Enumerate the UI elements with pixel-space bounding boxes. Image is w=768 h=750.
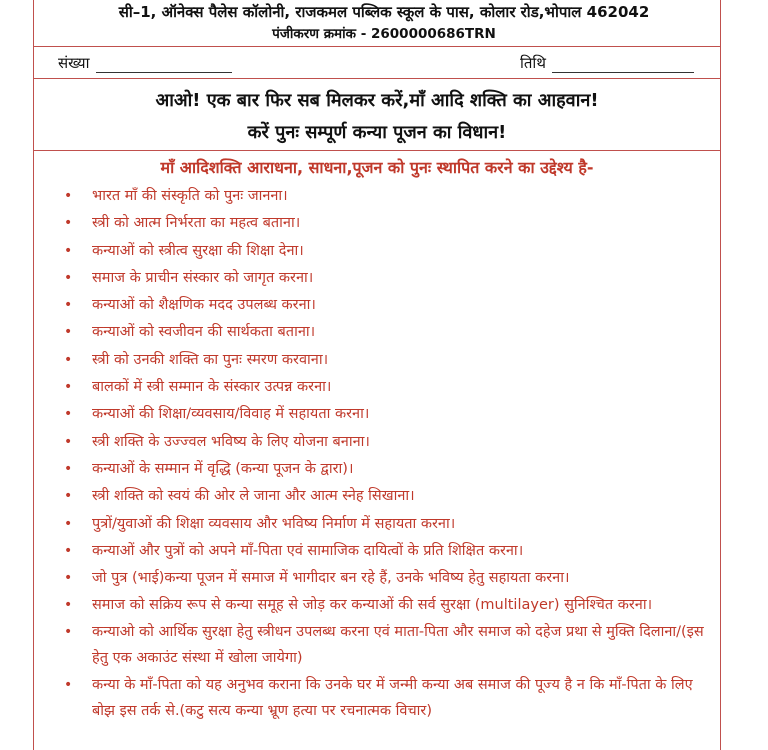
list-item: • कन्याओं और पुत्रों को अपने माँ-पिता एवं सामाजिक दायित्वों के प्रति शिक्षित करना। bbox=[0, 538, 768, 565]
list-item: • भारत माँ की संस्कृति को पुनः जानना। bbox=[0, 183, 768, 210]
list-item: • कन्याओं को शैक्षणिक मदद उपलब्ध करना। bbox=[0, 292, 768, 319]
bullet-icon: • bbox=[64, 351, 73, 368]
bullet-icon: • bbox=[64, 242, 73, 259]
headline-line-2: करें पुनः सम्पूर्ण कन्या पूजन का विधान! bbox=[247, 122, 507, 143]
bullet-icon: • bbox=[64, 297, 73, 314]
date-field bbox=[520, 53, 694, 73]
list-item: • स्त्री शक्ति को स्वयं की ओर ले जाना और आत्म स्नेह सिखाना। bbox=[0, 483, 768, 510]
bullet-icon: • bbox=[64, 515, 73, 532]
list-item: • कन्या के माँ-पिता को यह अनुभव कराना कि उनके घर में जन्मी कन्या अब समाज की पूज्य है न कि माँ-पिता के लिए बोझ इस तर्क से.(कटु सत्य कन्या भ्रूण हत्या पर रचनात्मक विचार) bbox=[0, 672, 768, 725]
list-item: • कन्याओं की शिक्षा/व्यवसाय/विवाह में सहायता करना। bbox=[0, 401, 768, 428]
list-item: • बालकों में स्त्री सम्मान के संस्कार उत्पन्न करना। bbox=[0, 374, 768, 401]
bullet-icon: • bbox=[64, 597, 73, 614]
list-item: • समाज के प्राचीन संस्कार को जागृत करना। bbox=[0, 265, 768, 292]
list-item: • स्त्री को आत्म निर्भरता का महत्व बताना। bbox=[0, 210, 768, 237]
bullet-icon: • bbox=[64, 324, 73, 341]
bullet-icon: • bbox=[64, 215, 73, 232]
list-item: • कन्याओं के सम्मान में वृद्धि (कन्या पूजन के द्वारा)। bbox=[0, 456, 768, 483]
divider bbox=[33, 46, 721, 47]
list-item: • जो पुत्र (भाई)कन्या पूजन में समाज में भागीदार बन रहे हैं, उनके भविष्य हेतु सहायता करना। bbox=[0, 565, 768, 592]
number-label: संख्या bbox=[58, 54, 90, 72]
objectives-title: माँ आदिशक्ति आराधना, साधना,पूजन को पुनः स्थापित करने का उद्देश्य है- bbox=[160, 158, 594, 177]
bullet-icon: • bbox=[64, 623, 73, 640]
objectives-list bbox=[0, 183, 768, 725]
divider bbox=[33, 78, 721, 79]
bullet-icon: • bbox=[64, 406, 73, 423]
registration-line: पंजीकरण क्रमांक - 2600000686TRN bbox=[272, 26, 496, 42]
list-item: • कन्याओं को स्त्रीत्व सुरक्षा की शिक्षा देना। bbox=[0, 238, 768, 265]
address-line: सी–1, ऑनेक्स पैलेस कॉलोनी, राजकमल पब्लिक स्कूल के पास, कोलार रोड,भोपाल 462042 bbox=[118, 3, 650, 21]
bullet-icon: • bbox=[64, 542, 73, 559]
bullet-icon: • bbox=[64, 570, 73, 587]
bullet-icon: • bbox=[64, 488, 73, 505]
list-item: • स्त्री शक्ति के उज्ज्वल भविष्य के लिए योजना बनाना। bbox=[0, 429, 768, 456]
list-item: • कन्याओं को स्वजीवन की सार्थकता बताना। bbox=[0, 319, 768, 346]
list-item: • कन्याओ को आर्थिक सुरक्षा हेतु स्त्रीधन उपलब्ध करना एवं माता-पिता और समाज को दहेज प्रथा से मुक्ति दिलाना/(इस हेतु एक अकाउंट संस्था में खोला जायेगा) bbox=[0, 619, 768, 672]
date-blank bbox=[552, 58, 694, 73]
number-field bbox=[58, 53, 232, 73]
list-item: • स्त्री को उनकी शक्ति का पुनः स्मरण करवाना। bbox=[0, 347, 768, 374]
bullet-icon: • bbox=[64, 379, 73, 396]
number-blank bbox=[96, 58, 232, 73]
bullet-icon: • bbox=[64, 433, 73, 450]
divider bbox=[33, 150, 721, 151]
bullet-icon: • bbox=[64, 460, 73, 477]
bullet-icon: • bbox=[64, 676, 73, 693]
list-item: • पुत्रों/युवाओं की शिक्षा व्यवसाय और भविष्य निर्माण में सहायता करना। bbox=[0, 511, 768, 538]
date-label: तिथि bbox=[520, 54, 546, 72]
list-item: • समाज को सक्रिय रूप से कन्या समूह से जोड़ कर कन्याओं की सर्व सुरक्षा (multilayer) सुनिश्चित करना। bbox=[0, 592, 768, 619]
headline-line-1: आओ! एक बार फिर सब मिलकर करें,माँ आदि शक्ति का आहवान! bbox=[155, 90, 599, 111]
bullet-icon: • bbox=[64, 269, 73, 286]
bullet-icon: • bbox=[64, 188, 73, 204]
